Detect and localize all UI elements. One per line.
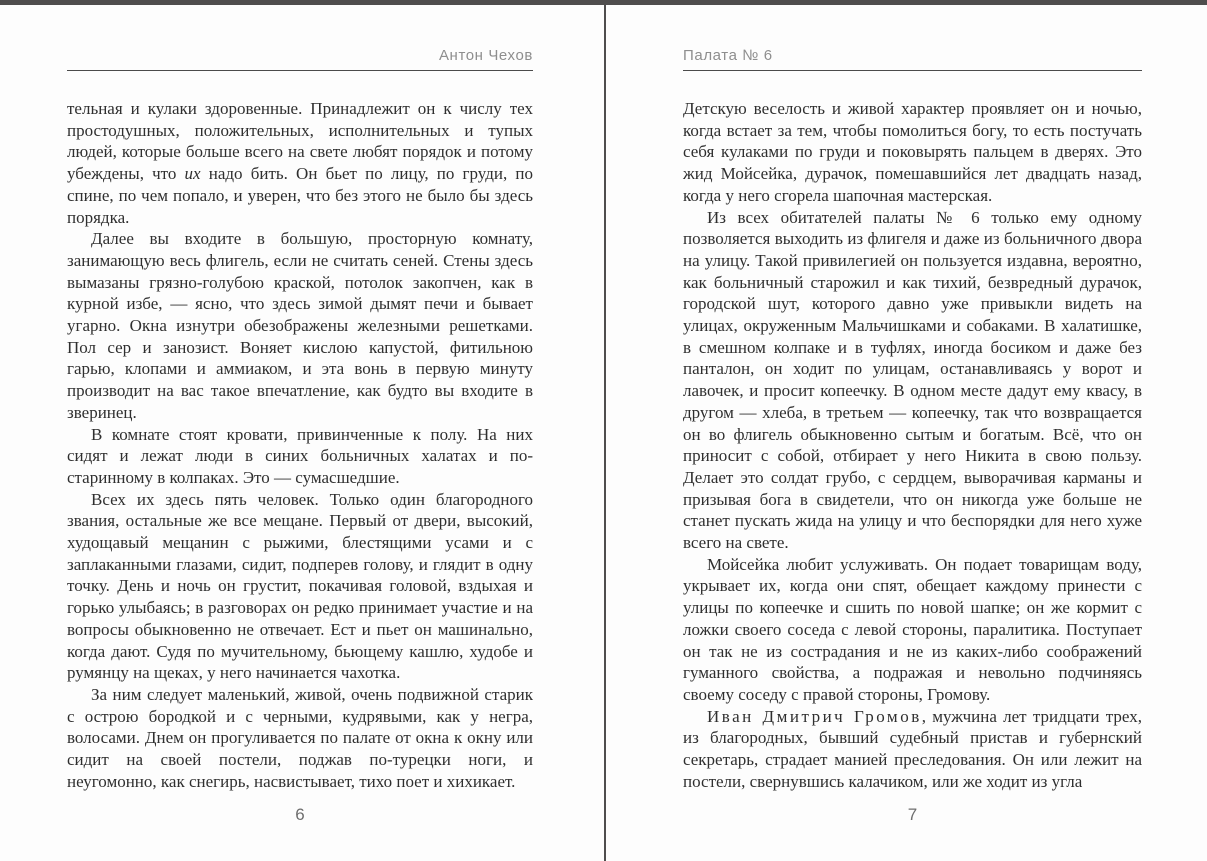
paragraph: тельная и кулаки здоровенные. Принадлежит он к числу тех простодушных, положительных, исполнительных и тупых людей, которые больше всего на свете любят порядок и потому убеждены, что их надо бить. Он бьет по лицу, по груди, по спине, по чем попало, и уверен, что без этого не было бы здесь порядка. (67, 99, 533, 227)
page-body (67, 98, 533, 793)
paragraph: Далее вы входите в большую, просторную комнату, занимающую весь флигель, если не считать сеней. Стены здесь вымазаны грязно-голубою краской, потолок закопчен, как в курной избе, — ясно, что здесь зимой дымят печи и бывает угарно. Окна изнутри обезображены железными решетками. Пол сер и занозист. Воняет кислою капустой, фитильною гарью, клопами и аммиаком, и эта вонь в первую минуту производит на вас такое впечатление, как будто вы входите в зверинец. (67, 229, 533, 422)
paragraph: Детскую веселость и живой характер проявляет он и ночью, когда встает за тем, чтобы помолиться богу, то есть постучать себя кулаками по груди и поковырять пальцем в дверях. Это жид Мойсейка, дурачок, помешавшийся лет двадцать назад, когда у него сгорела шапочная мастерская. (683, 99, 1142, 205)
header-rule (67, 70, 533, 71)
page-number: 7 (907, 805, 918, 824)
running-head-author: Антон Чехов (438, 47, 533, 64)
paragraph: Иван Дмитрич Громов, мужчина лет тридцати трех, из благородных, бывший судебный пристав и губернский секретарь, страдает манией преследования. Он или лежит на постели, свернувшись калачиком, или же ходит из угла (683, 706, 1142, 791)
book-spread (0, 5, 1207, 861)
right-page[interactable] (606, 5, 1207, 861)
left-page[interactable] (0, 5, 604, 861)
page-number: 6 (295, 805, 305, 824)
paragraph: Мойсейка любит услуживать. Он подает товарищам воду, укрывает их, когда они спят, обещает каждому принести с улицы по копеечке и сшить по новой шапке; он же кормит с ложки своего соседа с левой стороны, паралитика. Поступает он так не из сострадания и не из каких-либо соображений гуманного свойства, а подражая и невольно подчиняясь своему соседу с правой стороны, Громову. (683, 554, 1142, 704)
paragraph: Всех их здесь пять человек. Только один благородного звания, остальные же все мещане. Первый от двери, высокий, худощавый мещанин с рыжими, блестящими усами и с заплаканными глазами, сидит, подперев голову, и глядит в одну точку. День и ночь он грустит, покачивая головой, вздыхая и горько улыбаясь; в разговорах он редко принимает участие и на вопросы обыкновенно не отвечает. Ест и пьет он машинально, когда дают. Судя по мучительному, бьющему кашлю, худобе и румянцу на щеках, у него начинается чахотка. (67, 489, 533, 683)
paragraph: Из всех обитателей палаты № 6 только ему одному позволяется выходить из флигеля и даже из больничного двора на улицу. Такой привилегией он пользуется издавна, вероятно, как больничный старожил и как тихий, безвредный дурачок, городской шут, которого давно уже привыкли видеть на улицах, окруженным Мальчишками и собаками. В халатишке, в смешном колпаке и в туфлях, иногда босиком и даже без панталон, он ходит по улицам, останавливаясь у ворот и лавочек, и просит копеечку. В одном месте дадут ему квасу, в другом — хлеба, в третьем — копеечку, так что возвращается он во флигель обыкновенно сытым и богатым. Всё, что он приносит с собой, отбирает у него Никита в свою пользу. Делает это солдат грубо, с сердцем, выворачивая карманы и призывая бога в свидетели, что он никогда уже больше не станет пускать жида на улицу и что беспорядки для него хуже всего на свете. (683, 207, 1142, 553)
paragraph: В комнате стоят кровати, привинченные к полу. На них сидят и лежат люди в синих больничных халатах и по-старинному в колпаках. Это — сумасшедшие. (67, 424, 533, 487)
running-head-title: Палата № 6 (683, 47, 773, 64)
header-rule (683, 70, 1142, 71)
page-body (683, 98, 1142, 793)
paragraph: За ним следует маленький, живой, очень подвижной старик с острою бородкой и с черными, кудрявыми, как у негра, волосами. Днем он прогуливается по палате от окна к окну или сидит на своей постели, поджав по-турецки ноги, и неугомонно, как снегирь, насвистывает, тихо поет и хихикает. (67, 684, 533, 791)
